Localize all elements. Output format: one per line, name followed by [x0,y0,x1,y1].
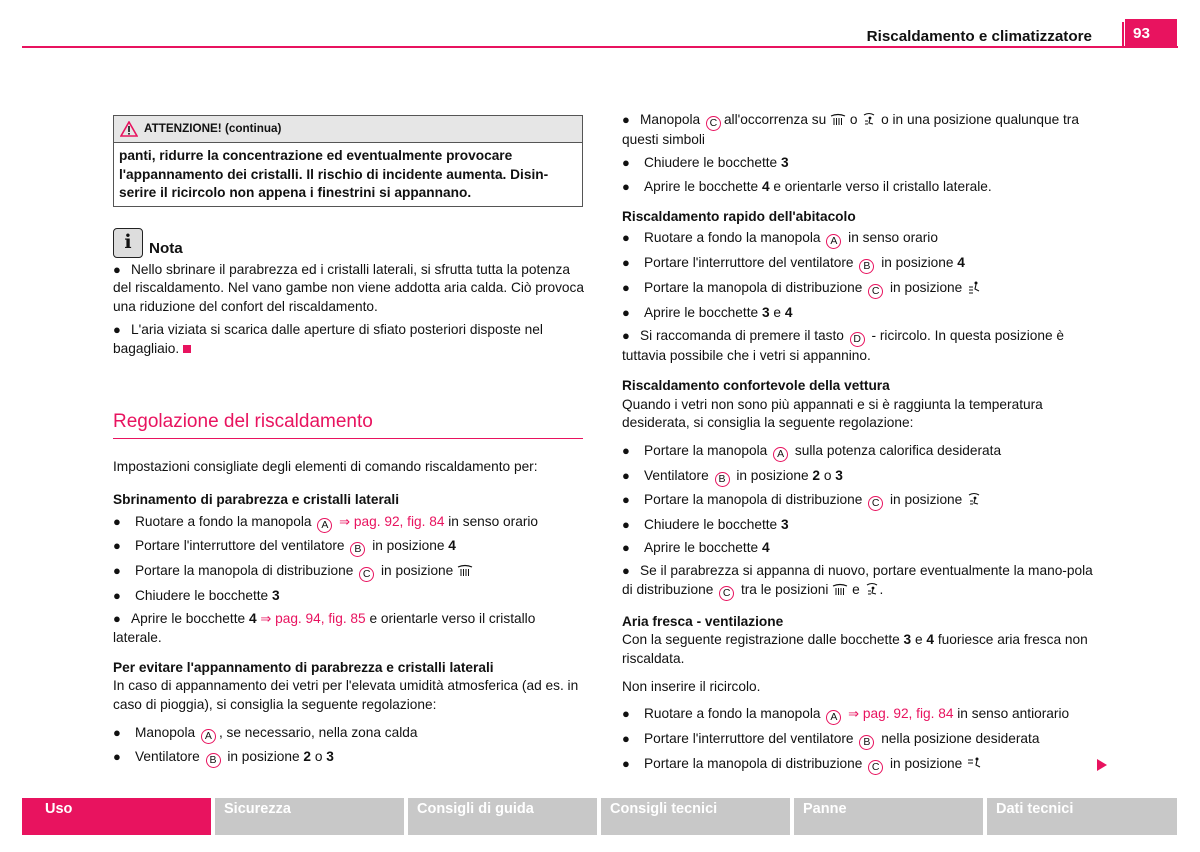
paragraph: Non inserire il ricircolo. [622,678,761,694]
nota-item: ● Nello sbrinare il parabrezza ed i cristalli laterali, si sfrutta tutta la potenza del riscaldamento. Nel vano gambe non viene addotta aria calda. Ciò provoca una riduzione del confort del riscaldamento. [113,261,584,314]
list-item: ● Chiudere le bocchette 3 [622,155,789,171]
warning-body [114,143,582,206]
right-column [622,111,1094,779]
tab-consigli-di-guida[interactable]: Consigli di guida [408,798,597,835]
control-label-c: C [719,586,734,601]
windshield-defrost-icon [832,583,848,597]
list-item: ● Aprire le bocchette 3 e 4 [622,304,793,320]
warning-header [114,116,582,143]
nota-header [113,228,585,258]
control-label-a: A [826,710,841,725]
list-item: ● Chiudere le bocchette 3 [113,587,280,603]
control-label-c: C [359,567,374,582]
control-label-b: B [206,753,221,768]
list-item: ● Portare l'interruttore del ventilatore B nella posizione desiderata [622,730,1040,748]
list-item: ● Se il parabrezza si appanna di nuovo, portare eventualmente la mano-pola di distribuzione C tra le posizioni e . [622,563,1093,600]
info-note-icon: i [113,228,143,258]
control-label-b: B [350,542,365,557]
intro-text: Impostazioni consigliate degli elementi di comando riscaldamento per: [113,459,538,475]
warning-box [113,115,583,207]
page-number: 93 [1125,19,1177,48]
paragraph: Quando i vetri non sono più appannati e si è raggiunta la temperatura desiderata, si consiglia la seguente regolazione: [622,396,1043,431]
tab-consigli-tecnici[interactable]: Consigli tecnici [601,798,790,835]
header-rule [22,46,1178,48]
page-reference-link[interactable]: pag. 94, fig. 85 [275,610,366,626]
nota-item: ● L'aria viziata si scarica dalle aperture di sfiato posteriori disposte nel bagagliaio. [113,322,543,356]
list-item: ● Portare l'interruttore del ventilatore B in posizione 4 [113,538,456,556]
control-label-a: A [317,518,332,533]
paragraph: Con la seguente registrazione dalle bocchette 3 e 4 fuoriesce aria fresca non riscaldata. [622,632,1088,666]
list-item: ● Portare la manopola A sulla potenza calorifica desiderata [622,442,1002,460]
list-item: ● Portare la manopola di distribuzione C in posizione [622,279,1094,299]
windshield-defrost-icon [457,564,473,578]
warning-title: ATTENZIONE! (continua) [144,122,282,135]
control-label-b: B [715,472,730,487]
list-item: ● Ruotare a fondo la manopola A ⇒ pag. 92, fig. 84 in senso antiorario [622,706,1070,724]
end-of-section-icon [183,345,191,353]
windshield-footwell-icon [861,112,877,127]
control-label-c: C [868,496,883,511]
subsection-heading: Aria fresca - ventilazione [622,613,784,629]
list-item: ● Aprire le bocchette 4 [622,540,770,556]
warning-line: panti, ridurre la concentrazione ed eventualmente provocare [119,148,513,163]
section-heading: Regolazione del riscaldamento [113,411,583,439]
control-label-a: A [773,447,788,462]
left-column [113,115,585,773]
arrow-icon: ⇒ [848,706,860,722]
control-label-b: B [859,259,874,274]
list-item: ● Manopola C all'occorrenza su o o in una posizione qualunque tra questi simboli [622,112,1079,147]
section-title: Riscaldamento e climatizzatore [866,28,1092,45]
control-label-c: C [868,760,883,775]
list-item: ● Ventilatore B in posizione 2 o 3 [622,467,843,485]
list-item: ● Si raccomanda di premere il tasto D - ricircolo. In questa posizione è tuttavia possibile che i vetri si appannino. [622,327,1064,363]
list-item: ● Ruotare a fondo la manopola A in senso orario [622,230,938,248]
subsection-heading: Sbrinamento di parabrezza e cristalli laterali [113,492,400,508]
footer-nav [22,798,1177,835]
list-item: ● Portare la manopola di distribuzione C in posizione [622,755,1094,775]
list-item: ● Ruotare a fondo la manopola A ⇒ pag. 92, fig. 84 in senso orario [113,513,539,531]
list-item: ● Aprire le bocchette 4 e orientarle verso il cristallo laterale. [622,178,992,194]
subsection-heading: Riscaldamento rapido dell'abitacolo [622,208,856,224]
vent-airflow-icon [966,756,982,771]
bullet-icon: ● [113,322,121,338]
arrow-icon: ⇒ [260,610,272,626]
nota-label: Nota [149,239,183,257]
arrow-icon: ⇒ [339,513,351,529]
control-label-a: A [826,234,841,249]
list-item: ● Portare la manopola di distribuzione C in posizione [113,562,585,582]
warning-line: l'appannamento dei cristalli. Il rischio di incidente aumenta. Disin- [119,166,549,182]
next-page-arrow-icon[interactable] [1096,758,1108,772]
control-label-c: C [706,116,721,131]
subsection-heading: Riscaldamento confortevole della vettura [622,378,890,394]
tab-uso[interactable]: Uso [22,798,211,835]
list-item: ● Chiudere le bocchette 3 [622,516,789,532]
warning-line: serire il ricircolo non appena i finestrini si appannano. [119,185,472,201]
page-reference-link[interactable]: pag. 92, fig. 84 [862,706,954,722]
control-label-c: C [868,284,883,299]
paragraph: In caso di appannamento dei vetri per l'elevata umidità atmosferica (ad es. in caso di pioggia), si consiglia la seguente regolazione: [113,678,579,713]
control-label-d: D [850,332,865,347]
tab-panne[interactable]: Panne [794,798,983,835]
list-item: ● Portare l'interruttore del ventilatore B in posizione 4 [622,255,965,273]
tab-sicurezza[interactable]: Sicurezza [215,798,404,835]
subsection-heading: Per evitare l'appannamento di parabrezza e cristalli laterali [113,659,494,675]
windshield-defrost-icon [830,113,846,127]
warning-triangle-icon [120,121,138,137]
windshield-footwell-icon [966,492,982,507]
footwell-airflow-icon [966,280,982,295]
tab-dati-tecnici[interactable]: Dati tecnici [987,798,1177,835]
bullet-icon: ● [113,261,121,277]
list-item: ● Aprire le bocchette 4 ⇒ pag. 94, fig. 85 e orientarle verso il cristallo laterale. [113,610,536,645]
list-item: ● Portare la manopola di distribuzione C in posizione [622,491,1094,511]
page-reference-link[interactable]: pag. 92, fig. 84 [353,513,445,529]
header-divider [1122,22,1124,48]
control-label-b: B [859,735,874,750]
list-item: ● Ventilatore B in posizione 2 o 3 [113,749,334,767]
control-label-a: A [201,729,216,744]
list-item: ● Manopola A , se necessario, nella zona calda [113,724,418,742]
windshield-footwell-icon [864,582,880,597]
